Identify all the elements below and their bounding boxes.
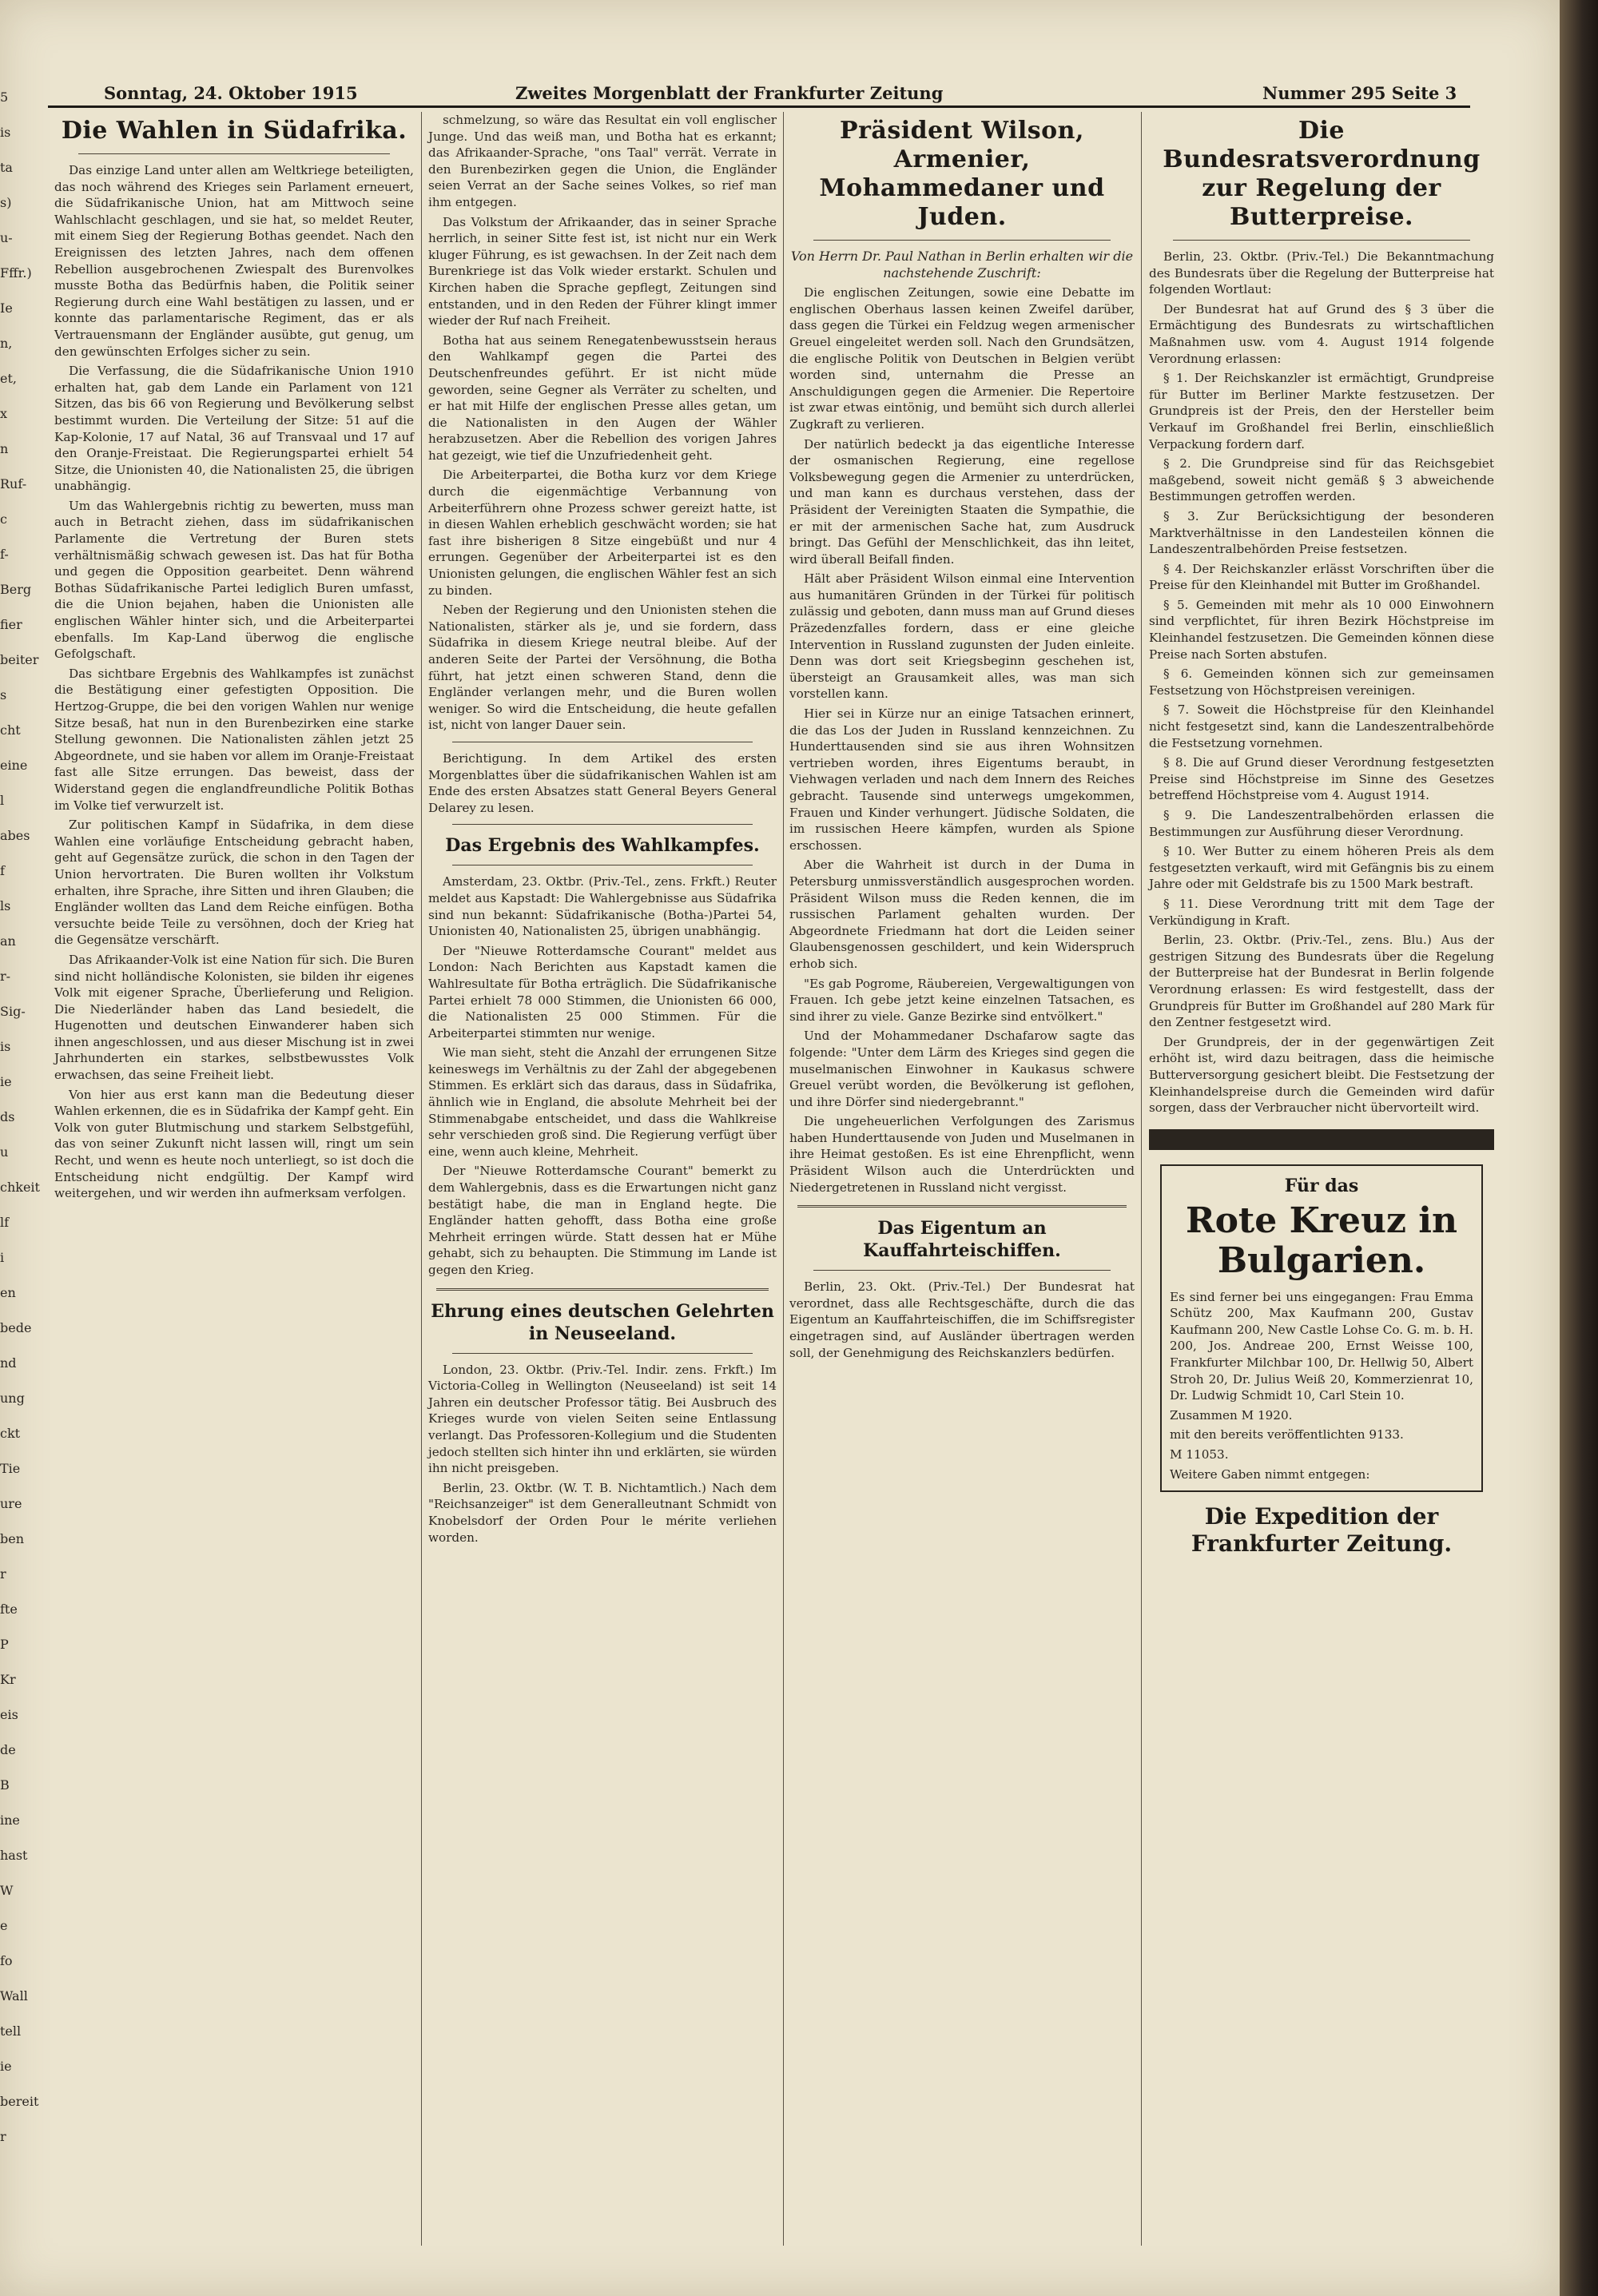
appeal-previous-total: mit den bereits veröffentlichten 9133.	[1170, 1427, 1404, 1442]
appeal-intro: Für das	[1284, 1175, 1359, 1196]
margin-fragment: de	[0, 1742, 16, 1757]
margin-fragment: W	[0, 1883, 14, 1898]
column-1	[54, 112, 414, 2238]
header-date: Sonntag, 24. Oktober 1915	[104, 83, 358, 103]
margin-fragment: ben	[0, 1531, 25, 1546]
paragraph: Der "Nieuwe Rotterdamsche Courant" bemerkt zu dem Wahlergebnis, dass es die Erwartungen nicht ganz bestätigt habe, die man in England hegte. Die Engländer hatten gehofft, dass Botha eine große Mehrheit erringen würde. Statt dessen hat er Mühe gehabt, sich zu behaupten. Die Stimmung im Lande ist gegen den Krieg.	[428, 1164, 777, 1277]
article-body-butterpreise	[1149, 249, 1494, 1116]
article-headline-butterpreise: Die Bundesratsverordnung zur Regelung der Butterpreise.	[1163, 117, 1481, 231]
paragraph: "Es gab Pogrome, Räubereien, Vergewaltigungen von Frauen. Ich gebe jetzt keine einzelnen Tatsachen, es sind ihrer zu viele. Ganze Bezirke sind entvölkert."	[789, 976, 1135, 1024]
column-3	[789, 112, 1135, 2238]
paragraph: § 4. Der Reichskanzler erlässt Vorschriften über die Preise für den Kleinhandel mit Butter im Großhandel.	[1149, 561, 1494, 593]
paragraph: Der Bundesrat hat auf Grund des § 3 über die Ermächtigung des Bundesrats zu wirtschaftlichen Maßnahmen usw. vom 4. August 1914 folgende Verordnung erlassen:	[1149, 301, 1494, 366]
margin-fragment: is	[0, 1039, 11, 1054]
margin-fragment: u	[0, 1144, 9, 1160]
paragraph: Um das Wahlergebnis richtig zu bewerten, muss man auch in Betracht ziehen, dass im südafrikanischen Parlamente die Vertretung der Buren stets verhältnismäßig schwach gewesen ist. Das hat für Botha und gegen die Opposition gearbeitet. Denn während Bothas Südafrikanische Partei lediglich Buren umfasst, die die Union bejahen, haben die Unionisten alle englischen Wähler hinter sich, und die Arbeiterpartei ebenfalls. Im Kap-Land überwog die englische Gefolgschaft.	[54, 498, 414, 662]
header-paper-title: Zweites Morgenblatt der Frankfurter Zeitung	[515, 83, 944, 103]
margin-fragment: ckt	[0, 1426, 21, 1441]
margin-fragment: ure	[0, 1496, 22, 1511]
paragraph: Aber die Wahrheit ist durch in der Duma in Petersburg unmissverständlich ausgesprochen worden. Präsident Wilson muss die Reden kennen, die im russischen Parlament gehalten wurden. Der Abgeordnete Friedmann hat dort die Leiden seiner Glaubensgenossen geschildert, und kein Widerspruch erhob sich.	[789, 858, 1135, 971]
paragraph: § 7. Soweit die Höchstpreise für den Kleinhandel nicht festgesetzt sind, kann die Landeszentralbehörde die Festsetzung vornehmen.	[1149, 702, 1494, 750]
appeal-footer: Die Expedition der Frankfurter Zeitung.	[1191, 1503, 1453, 1558]
paragraph: § 5. Gemeinden mit mehr als 10 000 Einwohnern sind verpflichtet, für ihren Bezirk Höchstpreise im Kleinhandel festzusetzen. Die Gemeinden können diese Preise nach Sorten abstufen.	[1149, 597, 1494, 662]
margin-fragment: x	[0, 406, 8, 421]
section-rule	[797, 1205, 1127, 1208]
margin-fragment: ung	[0, 1391, 25, 1406]
article-body-suedafrika	[54, 162, 414, 1202]
paragraph: Der "Nieuwe Rotterdamsche Courant" meldet aus London: Nach Berichten aus Kapstadt kamen die Wahlresultate für Botha erträglich. Die Südafrikanische Partei erhielt 78 000 Stimmen, die Unionisten 66 000, die Nationalisten 25 000 Stimmen. Für die Arbeiterpartei stimmten nur wenige.	[428, 943, 777, 1041]
margin-fragment: bereit	[0, 2094, 39, 2109]
paragraph: Die englischen Zeitungen, sowie eine Debatte im englischen Oberhaus lassen keinen Zweifel darüber, dass gegen die Türkei ein Feldzug wegen armenischer Greuel eingeleitet werden soll. Nach den Grundsätzen, die englische Politik von Deutschen in Belgien verübt worden sind, unternahm die Presse an Anschuldigungen gegen die Armenier. Die Repertoire ist zwar etwas eintönig, und bemüht sich durch allerlei Zugkraft zu verlieren.	[789, 285, 1135, 432]
margin-fragment: Tie	[0, 1461, 21, 1476]
paragraph: Das einzige Land unter allen am Weltkriege beteiligten, das noch während des Krieges sein Parlament erneuert, die Südafrikanische Union, hat am Mittwoch seine Wahlschlacht geschlagen, und sie hat, so meldet Reuter, mit einem Sieg der Regierung Bothas geendet. Nach den Ereignissen des letzten Jahres, nach dem offenen Rebellion ausgebrochenen Zwiespalt des Burenvolkes musste Botha das Bedürfnis haben, die Politik seiner Regierung durch eine Wahl bestätigen zu lassen, und er konnte das parlamentarische Regiment, das er als Vertrauensmann der Engländer ausübte, gut genug, um den gewünschten Erfolges sicher zu sein.	[54, 163, 414, 359]
margin-fragment: cht	[0, 722, 21, 738]
margin-fragment: ls	[0, 898, 11, 913]
margin-fragment: r	[0, 2129, 6, 2144]
red-cross-appeal-box	[1160, 1164, 1483, 1493]
margin-fragment: Kr	[0, 1672, 16, 1687]
paragraph: Berlin, 23. Oktbr. (Priv.-Tel.) Die Bekanntmachung des Bundesrats über die Regelung der Butterpreise hat folgenden Wortlaut:	[1149, 249, 1494, 297]
paragraph: Zur politischen Kampf in Südafrika, in dem diese Wahlen eine vorläufige Entscheidung gebracht haben, geht auf Gegensätze zurück, die schon in den Tagen der Union hervortraten. Die Buren wollten ihr Volkstum erhalten, ihre Sprache, ihre Sitten und ihren Glauben; die Engländer wollten das Land dem Reiche einfügen. Botha versuchte beide Teile zu versöhnen, doch der Krieg hat die Gegensätze verschärft.	[54, 818, 414, 948]
paragraph: § 11. Diese Verordnung tritt mit dem Tage der Verkündigung in Kraft.	[1149, 896, 1494, 928]
margin-fragment: 5	[0, 90, 9, 105]
margin-fragment: Fffr.)	[0, 265, 32, 281]
article-headline-ehrung: Ehrung eines deutschen Gelehrten in Neuseeland.	[431, 1300, 774, 1344]
paragraph: Und der Mohammedaner Dschafarow sagte das folgende: "Unter dem Lärm des Krieges sind gegen die muselmanischen Einwohner in Kaukasus schwere Greuel verübt worden, die Bevölkerung ist geflohen, und ihre Dörfer sind niedergebrannt."	[789, 1029, 1135, 1109]
column-rule-2	[783, 112, 784, 2246]
column-2	[428, 112, 777, 2238]
margin-fragment: ie	[0, 1074, 12, 1089]
paragraph: Von hier aus erst kann man die Bedeutung dieser Wahlen erkennen, die es in Südafrika der Kampf geht. Ein Volk von guter Blutmischung und starkem Selbstgefühl, das von seiner Zukunft nicht lassen will, ringt um sein Recht, und wenn es heute noch unterliegt, so ist doch die Entscheidung nicht endgültig. Der Kampf wird weitergehen, und wir werden ihn aufmerksam verfolgen.	[54, 1087, 414, 1201]
margin-fragment: ine	[0, 1813, 20, 1828]
margin-fragment: r-	[0, 969, 11, 984]
margin-fragment: hast	[0, 1848, 28, 1863]
margin-fragment: r	[0, 1566, 6, 1582]
margin-fragment: et,	[0, 371, 17, 386]
headline-rule	[813, 240, 1111, 241]
paragraph: § 3. Zur Berücksichtigung der besonderen Marktverhältnisse in den Landesteilen können die Landeszentralbehörden Preise festsetzen.	[1149, 508, 1494, 557]
paragraph: § 8. Die auf Grund dieser Verordnung festgesetzten Preise sind Höchstpreise im Sinne des Gesetzes betreffend Höchstpreise vom 4. August 1914.	[1149, 755, 1494, 803]
paragraph: Berlin, 23. Oktbr. (Priv.-Tel., zens. Blu.) Aus der gestrigen Sitzung des Bundesrats über die Regelung der Butterpreise hat der Bundesrat in Berlin folgende Verordnung erlassen: Es wird festgestellt, dass der Grundpreis für Butter im Großhandel auf 280 Mark für den Zentner festgesetzt wird.	[1149, 933, 1494, 1030]
margin-fragment: l	[0, 793, 5, 808]
left-margin-fragments	[0, 80, 40, 2286]
paragraph: § 2. Die Grundpreise sind für das Reichsgebiet maßgebend, soweit nicht gemäß § 3 abweichende Bestimmungen getroffen werden.	[1149, 456, 1494, 504]
page-header	[48, 80, 1470, 104]
article-headline-wilson: Präsident Wilson, Armenier, Mohammedaner und Juden.	[819, 117, 1105, 231]
paragraph: London, 23. Oktbr. (Priv.-Tel. Indir. zens. Frkft.) Im Victoria-Colleg in Wellington (Neuseeland) ist seit 14 Jahren ein deutscher Professor tätig. Bei Ausbruch des Krieges wurde von vielen Seiten seine Entlassung verlangt. Das Professoren-Kollegium und die Studenten jedoch stellten sich hinter ihn und erklärten, sie würden ihn nicht preisgeben.	[428, 1362, 777, 1476]
headline-rule	[1173, 240, 1470, 241]
article-body-ehrung	[428, 1362, 777, 1546]
margin-fragment: fier	[0, 617, 22, 632]
appeal-grand-total: M 11053.	[1170, 1447, 1229, 1462]
paragraph: Der natürlich bedeckt ja das eigentliche Interesse der osmanischen Regierung, eine regellose Volksbewegung gegen die Armenier zu unterdrücken, und man kann es durchaus verstehen, dass der Präsident der Vereinigten Staaten die Sympathie, die er mit der armenischen Sache hat, zum Ausdruck bringt. Das Gefühl der Menschlichkeit, das ihn leitet, wird überall Beifall finden.	[789, 436, 1135, 567]
paragraph: Botha hat aus seinem Renegatenbewusstsein heraus den Wahlkampf gegen die Partei des Deutschenfreundes geführt. Er ist nicht müde geworden, seine Gegner als Verräter zu schelten, und er hat mit Hilfe der englischen Presse alles getan, um die Nationalisten in den Augen der Wähler herabzusetzen. Aber die Rebellion des vorigen Jahres hat gezeigt, wie tief die Unzufriedenheit geht.	[428, 332, 777, 463]
margin-fragment: is	[0, 125, 11, 140]
advertisement-bar	[1149, 1129, 1494, 1150]
margin-fragment: Wall	[0, 1988, 28, 2004]
margin-fragment: nd	[0, 1355, 17, 1371]
paragraph: schmelzung, so wäre das Resultat ein voll englischer Junge. Und das weiß man, und Botha hat es erkannt; das Afrikaander-Sprache, "ons Taal" verrät. Verrate in den Burenbezirken gegen die Union, die Engländer seien Verrat an der Sache seines Volkes, so rief man ihm entgegen.	[428, 113, 777, 209]
headline-rule	[452, 1353, 753, 1354]
paragraph: § 9. Die Landeszentralbehörden erlassen die Bestimmungen zur Ausführung dieser Verordnung.	[1149, 808, 1494, 839]
article-body-wahlergebnis	[428, 873, 777, 1278]
article-headline-wahlergebnis: Das Ergebnis des Wahlkampfes.	[445, 835, 760, 857]
paragraph: Das Volkstum der Afrikaander, das in seiner Sprache herrlich, in seiner Sitte fest ist, ist nicht nur ein Werk kluger Führung, es ist gewachsen. In der Zeit nach dem Burenkriege ist das Volk wieder erstarkt. Schulen und Kirchen haben die Sprache gepflegt, Zeitungen sind entstanden, und in den Reden der Führer klingt immer wieder der Ruf nach Freiheit.	[428, 214, 777, 328]
margin-fragment: Ruf-	[0, 476, 27, 491]
headline-rule	[813, 1270, 1111, 1271]
appeal-donor-list: Es sind ferner bei uns eingegangen: Frau Emma Schütz 200, Max Kaufmann 200, Gustav Kaufmann 200, New Castle Lohse Co. G. m. b. H. 200, Jos. Andreae 200, Ernst Weisse 100, Frankfurter Milchbar 100, Dr. Hellwig 50, Albert Stroh 20, Dr. Julius Weiß 20, Kommerzienrat 10, Dr. Ludwig Schmidt 10, Carl Stein 10.	[1170, 1289, 1473, 1403]
margin-fragment: f-	[0, 547, 9, 562]
article-body-eigentum: Berlin, 23. Okt. (Priv.-Tel.) Der Bundesrat hat verordnet, dass alle Rechtsgeschäfte, durch die das Eigentum an Kauffahrteischiffen, die im Schiffsregister eingetragen sind, auf Ausländer übertragen werden soll, der Genehmigung des Reichskanzlers bedürfen.	[789, 1279, 1135, 1360]
margin-fragment: c	[0, 511, 7, 527]
column-rule-3	[1141, 112, 1142, 2246]
margin-fragment: ta	[0, 160, 13, 175]
margin-fragment: B	[0, 1777, 10, 1793]
margin-fragment: lf	[0, 1215, 10, 1230]
paragraph: Die Arbeiterpartei, die Botha kurz vor dem Kriege durch die eigenmächtige Verbannung von Arbeiterführern ohne Prozess schwer gereizt hatte, ist in diesen Wahlen erheblich geschwächt worden; sie hat fast ihre bisherigen 8 Sitze eingebüßt und nur 4 errungen. Gegenüber der Arbeiterpartei ist es den Unionisten gelungen, die englischen Wähler fest an sich zu binden.	[428, 468, 777, 598]
paragraph: Hier sei in Kürze nur an einige Tatsachen erinnert, die das Los der Juden in Russland kennzeichnen. Zu Hunderttausenden sind sie aus ihren Wohnsitzen vertrieben worden, ihres Eigentums beraubt, in Viehwagen verladen und nach dem Innern des Reiches gebracht. Tausende sind unterwegs umgekommen, Frauen und Kinder verhungert. Jüdische Soldaten, die im russischen Heere kämpfen, wurden als Spione erschossen.	[789, 706, 1135, 853]
paragraph: § 10. Wer Butter zu einem höheren Preis als dem festgesetzten verkauft, wird mit Gefängnis bis zu einem Jahre oder mit Geldstrafe bis zu 1500 Mark bestraft.	[1149, 844, 1494, 892]
margin-fragment: eine	[0, 758, 28, 773]
column-rule-1	[421, 112, 422, 2246]
margin-fragment: u-	[0, 230, 13, 245]
margin-fragment: n,	[0, 336, 13, 351]
margin-fragment: tell	[0, 2023, 22, 2039]
section-rule	[436, 1288, 769, 1291]
article-body-wilson	[789, 285, 1135, 1196]
margin-fragment: s)	[0, 195, 12, 210]
paragraph: Der Grundpreis, der in der gegenwärtigen Zeit erhöht ist, wird dazu beitragen, dass die heimische Butterversorgung gesichert bleibt. Die Festsetzung der Kleinhandelspreise durch die Gemeinden wird dafür sorgen, dass der Verbraucher nicht übervorteilt wird.	[1149, 1034, 1494, 1116]
appeal-note: Weitere Gaben nimmt entgegen:	[1170, 1466, 1370, 1482]
margin-fragment: bede	[0, 1320, 32, 1335]
paragraph: Neben der Regierung und den Unionisten stehen die Nationalisten, stärker als je, und sie fordern, dass Südafrika in diesem Kriege neutral bleibe. Auf der anderen Seite der Partei der Versöhnung, die Botha führt, hat jetzt einen schweren Stand, denn die Engländer verlangen mehr, und die Buren wollen weniger. So wird die Entscheidung, die heute gefallen ist, nicht von langer Dauer sein.	[428, 603, 777, 733]
margin-fragment: Sig-	[0, 1004, 26, 1019]
paragraph: Die Verfassung, die die Südafrikanische Union 1910 erhalten hat, gab dem Lande ein Parlament von 121 Sitzen, das bis 66 von Regierung und Bevölkerung selbst bestimmt wurden. Die Verteilung der Sitze: 51 auf die Kap-Kolonie, 17 auf Natal, 36 auf Transvaal und 17 auf den Oranje-Freistaat. Die Regierungspartei erhielt 54 Sitze, die Unionisten 40, die Nationalisten 25, die übrigen unabhängig.	[54, 364, 414, 494]
correction-note: Berichtigung. In dem Artikel des ersten Morgenblattes über die südafrikanischen Wahlen ist am Ende des ersten Absatzes statt General Beyers General Delarey zu lesen.	[428, 750, 777, 815]
column-4	[1149, 112, 1494, 2238]
header-rule	[48, 105, 1470, 108]
article-lead-wilson: Von Herrn Dr. Paul Nathan in Berlin erhalten wir die nachstehende Zuschrift:	[790, 249, 1134, 281]
paragraph: Das Afrikaander-Volk ist eine Nation für sich. Die Buren sind nicht holländische Kolonisten, sie bilden ihr eigenes Volk mit eigener Sprache, Überlieferung und Religion. Die Niederländer haben das Land besiedelt, die Hugenotten und deutschen Einwanderer haben sich ihnen angeschlossen, und aus dieser Mischung ist in zwei Jahrhunderten ein starkes, selbstbewusstes Volk erwachsen, das seine Freiheit liebt.	[54, 952, 414, 1083]
margin-fragment: abes	[0, 828, 30, 843]
margin-fragment: Ie	[0, 300, 13, 316]
margin-fragment: ie	[0, 2059, 12, 2074]
paragraph: § 1. Der Reichskanzler ist ermächtigt, Grundpreise für Butter im Berliner Markte festzusetzen. Der Grundpreis ist der Preis, den der Hersteller beim Verkauf im Großhandel frei Berlin, einschließlich Verpackung fordern darf.	[1149, 371, 1494, 452]
paragraph: Amsterdam, 23. Oktbr. (Priv.-Tel., zens. Frkft.) Reuter meldet aus Kapstadt: Die Wahlergebnisse aus Südafrika sind nun bekannt: Südafrikanische (Botha-)Partei 54, Unionisten 40, Nationalisten 25, übrigen unabhängig.	[428, 874, 777, 939]
paragraph: § 6. Gemeinden können sich zur gemeinsamen Festsetzung von Höchstpreisen vereinigen.	[1149, 667, 1494, 698]
margin-fragment: en	[0, 1285, 16, 1300]
section-rule	[452, 824, 753, 825]
paragraph: Wie man sieht, steht die Anzahl der errungenen Sitze keineswegs im Verhältnis zu der Zahl der abgegebenen Stimmen. Es erklärt sich das daraus, dass in Südafrika, ähnlich wie in England, die absolute Mehrheit bei der Stimmenabgabe entscheidet, und dass die Wahlkreise sehr verschieden groß sind. Die Regierung verfügt über eine, wenn auch kleine, Mehrheit.	[428, 1045, 777, 1159]
margin-fragment: ds	[0, 1109, 15, 1124]
article-headline-eigentum: Das Eigentum an Kauffahrteischiffen.	[863, 1218, 1061, 1262]
paragraph: Berlin, 23. Oktbr. (W. T. B. Nichtamtlich.) Nach dem "Reichsanzeiger" ist dem Generalleutnant Schmidt von Knobelsdorf der Orden Pour le mérite verliehen worden.	[428, 1480, 777, 1545]
header-page-number: Nummer 295 Seite 3	[1262, 83, 1457, 103]
margin-fragment: P	[0, 1637, 9, 1652]
margin-fragment: chkeit	[0, 1180, 40, 1195]
margin-fragment: e	[0, 1918, 8, 1933]
margin-fragment: fte	[0, 1602, 18, 1617]
margin-fragment: an	[0, 933, 16, 949]
margin-fragment: s	[0, 687, 7, 702]
paragraph: Das sichtbare Ergebnis des Wahlkampfes ist zunächst die Bestätigung einer gefestigten Opposition. Die Hertzog-Gruppe, die bei den vorigen Wahlen nur wenige Sitze besaß, hat nun in den Burenbezirken eine starke Stellung gewonnen. Die Nationalisten zählen jetzt 25 Abgeordnete, und sie haben vor allem im Oranje-Freistaat fast alle Sitze errungen. Das beweist, dass der Widerstand gegen die englandfreundliche Politik Bothas im Volke tief verwurzelt ist.	[54, 666, 414, 813]
paragraph: Die ungeheuerlichen Verfolgungen des Zarismus haben Hunderttausende von Juden und Muselmanen in ihre Heimat gestoßen. Es ist eine Ehrenpflicht, wenn Präsident Wilson auch die Unterdrückten und Niedergetretenen in Russland nicht vergisst.	[789, 1114, 1135, 1195]
margin-fragment: Berg	[0, 582, 32, 597]
article-body-continuation	[428, 112, 777, 734]
paragraph: Hält aber Präsident Wilson einmal eine Intervention aus humanitären Gründen in der Türkei für politisch zulässig und geboten, dann muss man auf Grund dieses Präzedenzfalles fordern, dass er eine gleiche Intervention in Russland zugunsten der Juden einleite. Denn was dort seit Kriegsbeginn geschehen ist, übersteigt an Grausamkeit alles, was man sich vorstellen kann.	[789, 571, 1135, 702]
book-binding	[1560, 0, 1598, 2296]
margin-fragment: n	[0, 441, 9, 456]
margin-fragment: fo	[0, 1953, 13, 1968]
margin-fragment: i	[0, 1250, 5, 1265]
appeal-title: Rote Kreuz in Bulgarien.	[1186, 1200, 1457, 1281]
appeal-subtotal: Zusammen M 1920.	[1170, 1407, 1293, 1423]
margin-fragment: eis	[0, 1707, 18, 1722]
article-headline-suedafrika: Die Wahlen in Südafrika.	[61, 117, 407, 145]
headline-rule	[78, 153, 390, 154]
margin-fragment: f	[0, 863, 5, 878]
margin-fragment: beiter	[0, 652, 39, 667]
